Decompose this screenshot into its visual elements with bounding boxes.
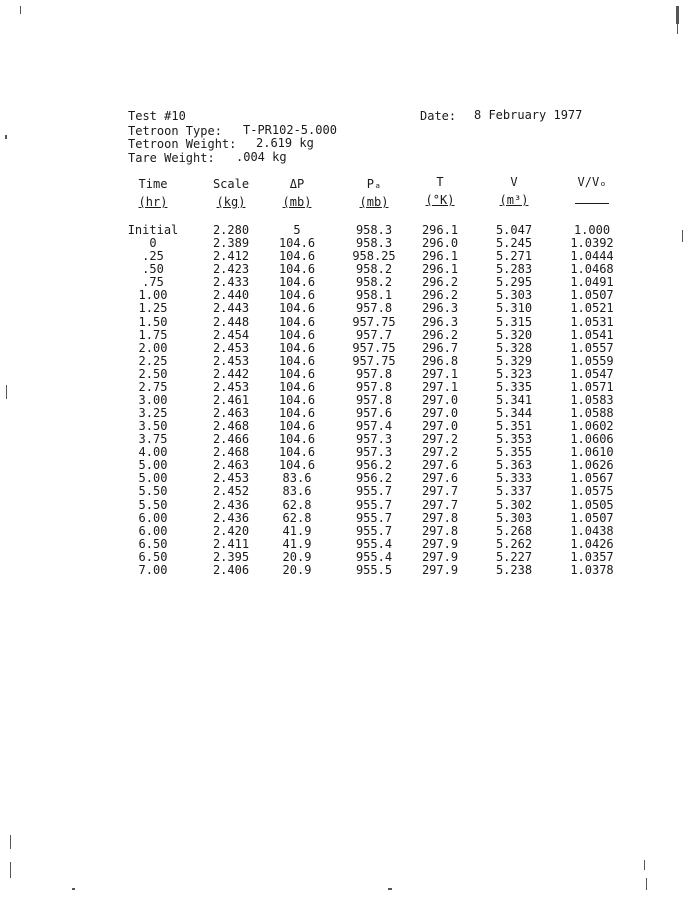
volume-ratio-cell: 1.0491	[570, 275, 614, 290]
time-cell: 7.00	[138, 562, 168, 577]
volume-ratio-cell: 1.0468	[570, 262, 614, 277]
delta-p-cell: 20.9	[282, 549, 312, 564]
pa-cell: 958.2	[355, 275, 393, 290]
time-cell: 3.25	[138, 406, 168, 420]
date-value: 8 February 1977	[474, 108, 583, 122]
temperature-cell: 296.8	[421, 353, 459, 368]
volume-ratio-cell: 1.0559	[570, 353, 614, 368]
column-unit-volume: (m³)	[499, 193, 529, 207]
volume-cell: 5.337	[495, 484, 533, 499]
pa-cell: 955.4	[355, 536, 393, 551]
time-cell: 3.50	[138, 419, 168, 434]
volume-cell: 5.323	[495, 366, 533, 381]
volume-cell: 5.227	[495, 549, 533, 564]
time-cell: .50	[142, 262, 164, 277]
scale-cell: 2.463	[212, 458, 250, 473]
volume-ratio-cell: 1.0606	[570, 432, 614, 447]
delta-p-cell: 104.6	[278, 406, 316, 420]
temperature-cell: 296.2	[421, 275, 459, 290]
volume-ratio-cell: 1.0567	[570, 471, 614, 486]
delta-p-cell: 104.6	[278, 249, 316, 264]
volume-ratio-cell: 1.000	[573, 223, 611, 237]
column-header-time: Time	[138, 177, 168, 191]
time-cell: 6.00	[138, 523, 168, 538]
temperature-cell: 296.1	[421, 249, 459, 264]
pa-cell: 956.2	[355, 458, 393, 473]
scale-cell: 2.461	[212, 392, 250, 407]
volume-ratio-cell: 1.0357	[570, 549, 614, 564]
column-header-temperature: T	[436, 175, 444, 189]
temperature-cell: 297.7	[421, 484, 459, 499]
temperature-cell: 296.3	[421, 314, 459, 329]
temperature-cell: 296.1	[421, 223, 459, 237]
delta-p-cell: 104.6	[278, 458, 316, 473]
pa-cell: 958.3	[355, 236, 393, 251]
delta-p-cell: 104.6	[278, 366, 316, 381]
volume-ratio-cell: 1.0392	[570, 236, 614, 251]
scale-cell: 2.443	[212, 301, 250, 316]
pa-cell: 957.7	[355, 327, 393, 342]
volume-ratio-cell: 1.0505	[570, 497, 614, 512]
delta-p-cell: 104.6	[278, 353, 316, 368]
temperature-cell: 297.8	[421, 523, 459, 538]
scale-cell: 2.453	[212, 379, 250, 394]
scale-cell: 2.453	[212, 471, 250, 486]
pa-cell: 957.75	[352, 314, 396, 329]
time-cell: 1.75	[138, 327, 168, 342]
delta-p-cell: 104.6	[278, 379, 316, 394]
delta-p-cell: 104.6	[278, 327, 316, 342]
temperature-cell: 297.9	[421, 536, 459, 551]
delta-p-cell: 5	[293, 223, 301, 237]
pa-cell: 957.8	[355, 301, 393, 316]
volume-cell: 5.268	[495, 523, 533, 538]
pa-cell: 957.8	[355, 379, 393, 394]
time-cell: 2.50	[138, 366, 168, 381]
volume-cell: 5.344	[495, 406, 533, 420]
volume-ratio-cell: 1.0426	[570, 536, 614, 551]
tetroon-weight-value: 2.619 kg	[256, 136, 314, 150]
volume-ratio-cell: 1.0610	[570, 445, 614, 460]
scale-cell: 2.442	[212, 366, 250, 381]
temperature-cell: 297.1	[421, 366, 459, 381]
volume-cell: 5.295	[495, 275, 533, 290]
time-cell: 4.00	[138, 445, 168, 460]
temperature-cell: 297.2	[421, 445, 459, 460]
delta-p-cell: 20.9	[282, 562, 312, 577]
delta-p-cell: 104.6	[278, 392, 316, 407]
volume-ratio-cell: 1.0438	[570, 523, 614, 538]
time-cell: 2.00	[138, 340, 168, 355]
tetroon-type-label: Tetroon Type:	[128, 124, 222, 138]
temperature-cell: 296.1	[421, 262, 459, 277]
volume-ratio-cell: 1.0588	[570, 406, 614, 420]
volume-cell: 5.333	[495, 471, 533, 486]
volume-cell: 5.363	[495, 458, 533, 473]
time-cell: 3.75	[138, 432, 168, 447]
volume-cell: 5.315	[495, 314, 533, 329]
column-unit-delta-p: (mb)	[282, 195, 312, 209]
scale-cell: 2.454	[212, 327, 250, 342]
tetroon-weight-label: Tetroon Weight:	[128, 137, 237, 151]
volume-cell: 5.328	[495, 340, 533, 355]
pa-cell: 957.3	[355, 445, 393, 460]
volume-cell: 5.238	[495, 562, 533, 577]
volume-cell: 5.262	[495, 536, 533, 551]
volume-cell: 5.283	[495, 262, 533, 277]
time-cell: 0	[149, 236, 157, 251]
column-header-volume-ratio: V/Vₒ	[577, 175, 607, 189]
temperature-cell: 297.7	[421, 497, 459, 512]
delta-p-cell: 104.6	[278, 419, 316, 434]
time-cell: 3.00	[138, 392, 168, 407]
volume-cell: 5.329	[495, 353, 533, 368]
time-cell: 6.50	[138, 536, 168, 551]
temperature-cell: 297.6	[421, 458, 459, 473]
volume-ratio-cell: 1.0521	[570, 301, 614, 316]
volume-ratio-cell: 1.0602	[570, 419, 614, 434]
delta-p-cell: 62.8	[282, 497, 312, 512]
pa-cell: 958.2	[355, 262, 393, 277]
pa-cell: 957.75	[352, 353, 396, 368]
scale-cell: 2.420	[212, 523, 250, 538]
time-cell: 1.50	[138, 314, 168, 329]
delta-p-cell: 41.9	[282, 536, 312, 551]
scale-cell: 2.448	[212, 314, 250, 329]
scale-cell: 2.452	[212, 484, 250, 499]
volume-ratio-cell: 1.0557	[570, 340, 614, 355]
delta-p-cell: 104.6	[278, 340, 316, 355]
scale-cell: 2.406	[212, 562, 250, 577]
time-cell: 5.00	[138, 458, 168, 473]
delta-p-cell: 104.6	[278, 275, 316, 290]
pa-cell: 955.5	[355, 562, 393, 577]
delta-p-cell: 41.9	[282, 523, 312, 538]
pa-cell: 957.3	[355, 432, 393, 447]
scale-cell: 2.395	[212, 549, 250, 564]
time-cell: 6.50	[138, 549, 168, 564]
time-cell: 2.25	[138, 353, 168, 368]
scale-cell: 2.466	[212, 432, 250, 447]
delta-p-cell: 104.6	[278, 262, 316, 277]
delta-p-cell: 83.6	[282, 484, 312, 499]
scale-cell: 2.412	[212, 249, 250, 264]
time-cell: 1.00	[138, 288, 168, 303]
volume-cell: 5.353	[495, 432, 533, 447]
temperature-cell: 297.1	[421, 379, 459, 394]
pa-cell: 956.2	[355, 471, 393, 486]
pa-cell: 957.6	[355, 406, 393, 420]
temperature-cell: 296.2	[421, 327, 459, 342]
volume-ratio-cell: 1.0507	[570, 510, 614, 525]
temperature-cell: 297.9	[421, 562, 459, 577]
column-unit-time: (hr)	[138, 195, 168, 209]
delta-p-cell: 104.6	[278, 301, 316, 316]
tare-weight-label: Tare Weight:	[128, 151, 215, 165]
pa-cell: 958.3	[355, 223, 393, 237]
time-cell: 1.25	[138, 301, 168, 316]
volume-ratio-cell: 1.0583	[570, 392, 614, 407]
delta-p-cell: 83.6	[282, 471, 312, 486]
volume-cell: 5.303	[495, 288, 533, 303]
delta-p-cell: 62.8	[282, 510, 312, 525]
pa-cell: 957.75	[352, 340, 396, 355]
volume-cell: 5.047	[495, 223, 533, 237]
volume-cell: 5.355	[495, 445, 533, 460]
time-cell: .25	[142, 249, 164, 264]
scale-cell: 2.433	[212, 275, 250, 290]
column-unit-pa: (mb)	[359, 195, 389, 209]
scale-cell: 2.280	[212, 223, 250, 237]
volume-cell: 5.271	[495, 249, 533, 264]
time-cell: 5.50	[138, 484, 168, 499]
volume-ratio-cell: 1.0541	[570, 327, 614, 342]
pa-cell: 955.4	[355, 549, 393, 564]
volume-cell: 5.310	[495, 301, 533, 316]
column-header-volume: V	[510, 175, 518, 189]
volume-ratio-cell: 1.0626	[570, 458, 614, 473]
volume-cell: 5.335	[495, 379, 533, 394]
scale-cell: 2.453	[212, 340, 250, 355]
temperature-cell: 297.9	[421, 549, 459, 564]
scale-cell: 2.453	[212, 353, 250, 368]
volume-ratio-cell: 1.0575	[570, 484, 614, 499]
pa-cell: 955.7	[355, 484, 393, 499]
volume-cell: 5.351	[495, 419, 533, 434]
temperature-cell: 297.6	[421, 471, 459, 486]
tetroon-type-value: T-PR102-5.000	[243, 123, 337, 137]
pa-cell: 957.8	[355, 366, 393, 381]
volume-ratio-cell: 1.0378	[570, 562, 614, 577]
time-cell: .75	[142, 275, 164, 290]
scale-cell: 2.468	[212, 419, 250, 434]
scale-cell: 2.463	[212, 406, 250, 420]
time-cell: 6.00	[138, 510, 168, 525]
column-unit-temperature: (°K)	[425, 193, 455, 207]
volume-cell: 5.245	[495, 236, 533, 251]
pa-cell: 957.8	[355, 392, 393, 407]
volume-ratio-cell: 1.0444	[570, 249, 614, 264]
temperature-cell: 297.8	[421, 510, 459, 525]
pa-cell: 955.7	[355, 523, 393, 538]
pa-cell: 957.4	[355, 419, 393, 434]
column-header-delta-p: ΔP	[289, 177, 305, 191]
delta-p-cell: 104.6	[278, 314, 316, 329]
column-header-underline	[575, 194, 609, 204]
volume-ratio-cell: 1.0571	[570, 379, 614, 394]
column-header-pa: Pₐ	[366, 177, 382, 191]
temperature-cell: 296.7	[421, 340, 459, 355]
column-unit-scale: (kg)	[216, 195, 246, 209]
volume-ratio-cell: 1.0507	[570, 288, 614, 303]
scale-cell: 2.468	[212, 445, 250, 460]
scale-cell: 2.411	[212, 536, 250, 551]
temperature-cell: 297.0	[421, 406, 459, 420]
scale-cell: 2.436	[212, 497, 250, 512]
temperature-cell: 297.0	[421, 392, 459, 407]
time-cell: 2.75	[138, 379, 168, 394]
time-cell: Initial	[127, 223, 179, 237]
pa-cell: 958.25	[352, 249, 396, 264]
delta-p-cell: 104.6	[278, 445, 316, 460]
temperature-cell: 297.0	[421, 419, 459, 434]
pa-cell: 958.1	[355, 288, 393, 303]
test-number: Test #10	[128, 109, 186, 123]
delta-p-cell: 104.6	[278, 288, 316, 303]
volume-ratio-cell: 1.0547	[570, 366, 614, 381]
pa-cell: 955.7	[355, 497, 393, 512]
scale-cell: 2.436	[212, 510, 250, 525]
temperature-cell: 296.2	[421, 288, 459, 303]
volume-cell: 5.320	[495, 327, 533, 342]
tare-weight-value: .004 kg	[236, 150, 287, 164]
delta-p-cell: 104.6	[278, 432, 316, 447]
scale-cell: 2.423	[212, 262, 250, 277]
time-cell: 5.50	[138, 497, 168, 512]
time-cell: 5.00	[138, 471, 168, 486]
volume-cell: 5.302	[495, 497, 533, 512]
scale-cell: 2.389	[212, 236, 250, 251]
date-label: Date:	[420, 109, 457, 123]
temperature-cell: 296.0	[421, 236, 459, 251]
temperature-cell: 297.2	[421, 432, 459, 447]
delta-p-cell: 104.6	[278, 236, 316, 251]
column-header-scale: Scale	[212, 177, 250, 191]
volume-ratio-cell: 1.0531	[570, 314, 614, 329]
scale-cell: 2.440	[212, 288, 250, 303]
temperature-cell: 296.3	[421, 301, 459, 316]
volume-cell: 5.341	[495, 392, 533, 407]
volume-cell: 5.303	[495, 510, 533, 525]
pa-cell: 955.7	[355, 510, 393, 525]
